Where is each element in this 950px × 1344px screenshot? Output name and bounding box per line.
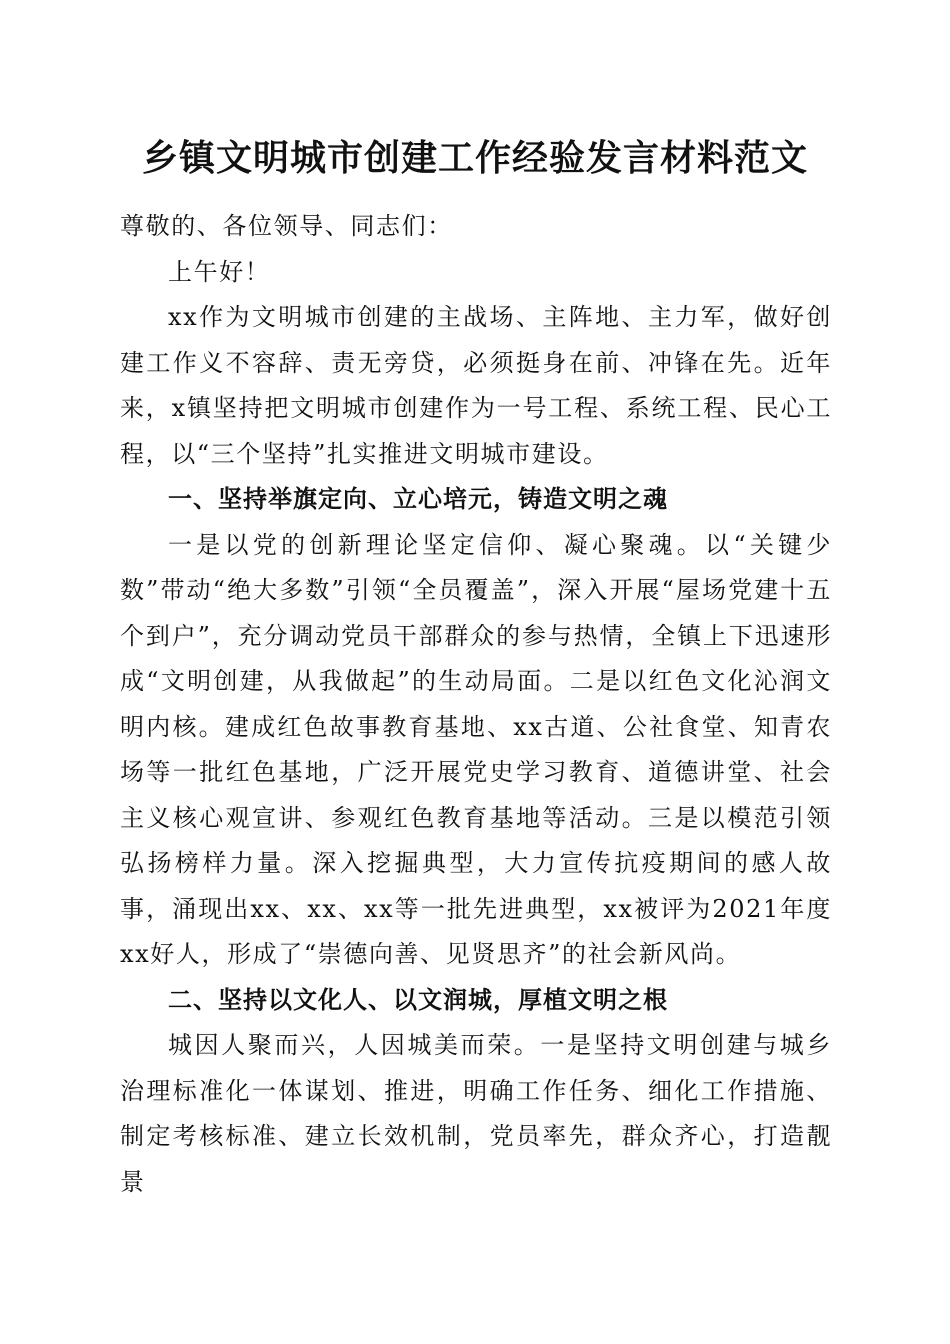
section-1-heading: 一、坚持举旗定向、立心培元，铸造文明之魂 bbox=[168, 485, 668, 513]
section-2-heading: 二、坚持以文化人、以文润城，厚植文明之根 bbox=[168, 985, 668, 1014]
salutation: 尊敬的、各位领导、同志们： bbox=[120, 212, 453, 240]
section-1-paragraph: 一是以党的创新理论坚定信仰、凝心聚魂。以“关键少数”带动“绝大多数”引领“全员覆盖”，深入开展“屋场党建十五个到户”，充分调动党员干部群众的参与热情，全镇上下迅速形成“文明创建，从我做起”的生动局面。二是以红色文化沁润文明内核。建成红色故事教育基地、xx古道、公社食堂、知青农场等一批红色基地，广泛开展党史学习教育、道德讲堂、社会主义核心观宣讲、参观红色教育基地等活动。三是以模范引领弘扬榜样力量。深入挖掘典型，大力宣传抗疫期间的感人故事，涌现出xx、xx、xx等一批先进典型，xx被评为2021年度xx好人，形成了“崇德向善、见贤思齐”的社会新风尚。 bbox=[120, 530, 832, 968]
greeting: 上午好！ bbox=[168, 257, 271, 286]
document-body bbox=[120, 204, 832, 1205]
document-title: 乡镇文明城市创建工作经验发言材料范文 bbox=[141, 137, 808, 179]
intro-paragraph: xx作为文明城市创建的主战场、主阵地、主力军，做好创建工作义不容辞、责无旁贷，必须挺身在前、冲锋在先。近年来，x镇坚持把文明城市创建作为一号工程、系统工程、民心工程，以“三个坚持”扎实推进文明城市建设。 bbox=[120, 303, 832, 468]
section-2-paragraph: 城因人聚而兴，人因城美而荣。一是坚持文明创建与城乡治理标准化一体谋划、推进，明确工作任务、细化工作措施、制定考核标准、建立长效机制，党员率先，群众齐心，打造靓景 bbox=[120, 1031, 832, 1196]
